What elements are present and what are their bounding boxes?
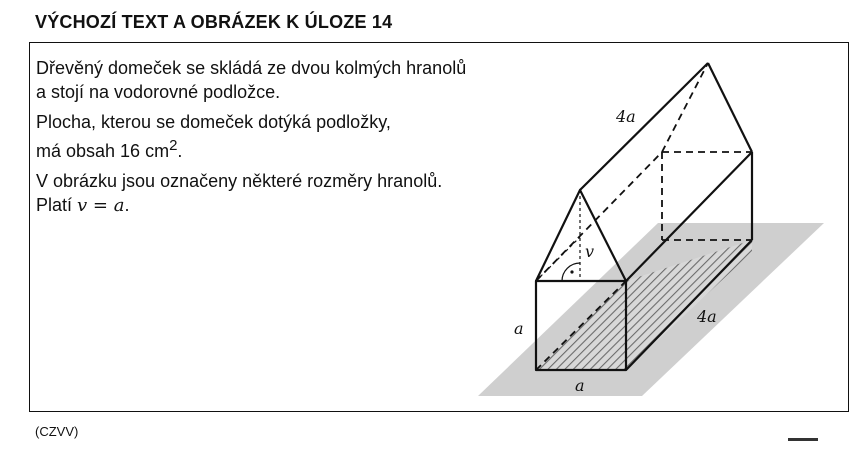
math-a: a xyxy=(113,195,125,216)
task-heading: VÝCHOZÍ TEXT A OBRÁZEK K ÚLOZE 14 xyxy=(35,12,393,32)
paragraph-1-line-2: a stojí na vodorovné podložce. xyxy=(36,82,281,102)
paragraph-2-line-1: Plocha, kterou se domeček dotýká podložky, xyxy=(36,112,391,132)
paragraph-2-period: . xyxy=(177,141,183,161)
source-note: (CZVV) xyxy=(35,424,79,439)
paragraph-2-line-2: má obsah 16 cm xyxy=(36,141,170,161)
label-side-length: 4a xyxy=(697,307,717,326)
page-corner-mark xyxy=(788,438,818,441)
paragraph-1-line-1: Dřevěný domeček se skládá ze dvou kolmých hranolů xyxy=(36,58,467,78)
paragraph-3-line-1: V obrázku jsou označeny některé rozměry hranolů. xyxy=(36,171,443,191)
label-height-v: v xyxy=(585,242,595,261)
ridge-edge xyxy=(580,63,708,190)
area-unit-exponent: 2 xyxy=(169,137,178,154)
label-roof-length: 4a xyxy=(616,107,636,126)
label-front-width: a xyxy=(575,376,585,395)
math-v: v xyxy=(77,195,88,216)
label-front-height: a xyxy=(514,319,524,338)
right-angle-dot xyxy=(570,270,573,273)
paragraph-3-prefix: Platí xyxy=(36,195,78,215)
math-equals: = xyxy=(87,195,114,216)
paragraph-3-period: . xyxy=(124,195,130,215)
back-gable-edge xyxy=(708,63,752,152)
hidden-gable-back xyxy=(662,63,708,152)
